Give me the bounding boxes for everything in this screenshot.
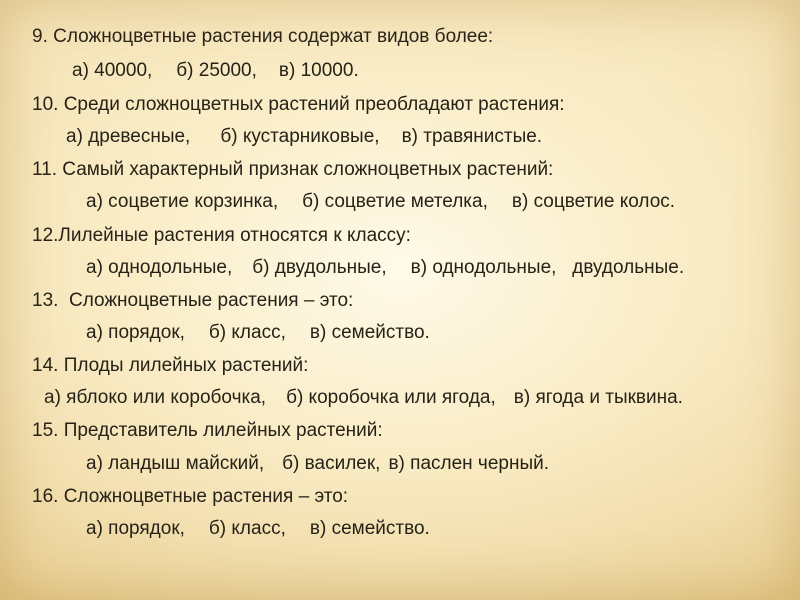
options-16: [86, 518, 430, 540]
options-11: [86, 191, 675, 213]
option-14-c: в) ягода и тыквина.: [513, 387, 683, 408]
option-9-c: в) 10000.: [278, 60, 359, 81]
question-13: 13. Сложноцветные растения – это:: [32, 290, 354, 311]
question-11: 11. Самый характерный признак сложноцветных растений:: [32, 159, 554, 180]
options-13: [86, 322, 430, 344]
option-13-a: а) порядок,: [86, 322, 185, 343]
option-11-b: б) соцветие метелка,: [302, 191, 488, 212]
option-11-c: в) соцветие колос.: [511, 191, 676, 212]
question-10: 10. Среди сложноцветных растений преобладают растения:: [32, 94, 565, 115]
option-14-b: б) коробочка или ягода,: [286, 387, 496, 408]
option-12-b: б) двудольные,: [252, 257, 387, 278]
option-16-b: б) класс,: [208, 518, 286, 539]
question-9: 9. Сложноцветные растения содержат видов более:: [32, 26, 494, 47]
option-12-a: а) однодольные,: [86, 257, 233, 278]
options-15: [86, 453, 549, 475]
options-10: [66, 126, 542, 148]
options-14: [44, 387, 683, 409]
question-12: 12.Лилейные растения относятся к классу:: [32, 225, 411, 246]
option-13-c: в) семейство.: [309, 322, 430, 343]
option-14-a: а) яблоко или коробочка,: [44, 387, 267, 408]
option-13-b: б) класс,: [208, 322, 286, 343]
option-15-a: а) ландыш майский,: [86, 453, 265, 474]
option-15-c: в) паслен черный.: [388, 453, 550, 474]
option-10-b: б) кустарниковые,: [220, 126, 380, 147]
question-14: 14. Плоды лилейных растений:: [32, 355, 309, 376]
question-16: 16. Сложноцветные растения – это:: [32, 486, 349, 507]
option-12-c: в) однодольные, двудольные.: [410, 257, 685, 278]
option-9-a: а) 40000,: [72, 60, 153, 81]
option-16-a: а) порядок,: [86, 518, 185, 539]
option-9-b: б) 25000,: [176, 60, 257, 81]
option-10-a: а) древесные,: [66, 126, 191, 147]
question-15: 15. Представитель лилейных растений:: [32, 420, 383, 441]
option-10-c: в) травянистые.: [401, 126, 543, 147]
options-9: [72, 60, 359, 82]
options-12: [86, 257, 684, 279]
option-11-a: а) соцветие корзинка,: [86, 191, 279, 212]
option-16-c: в) семейство.: [309, 518, 430, 539]
option-15-b: б) василек,: [282, 453, 381, 474]
